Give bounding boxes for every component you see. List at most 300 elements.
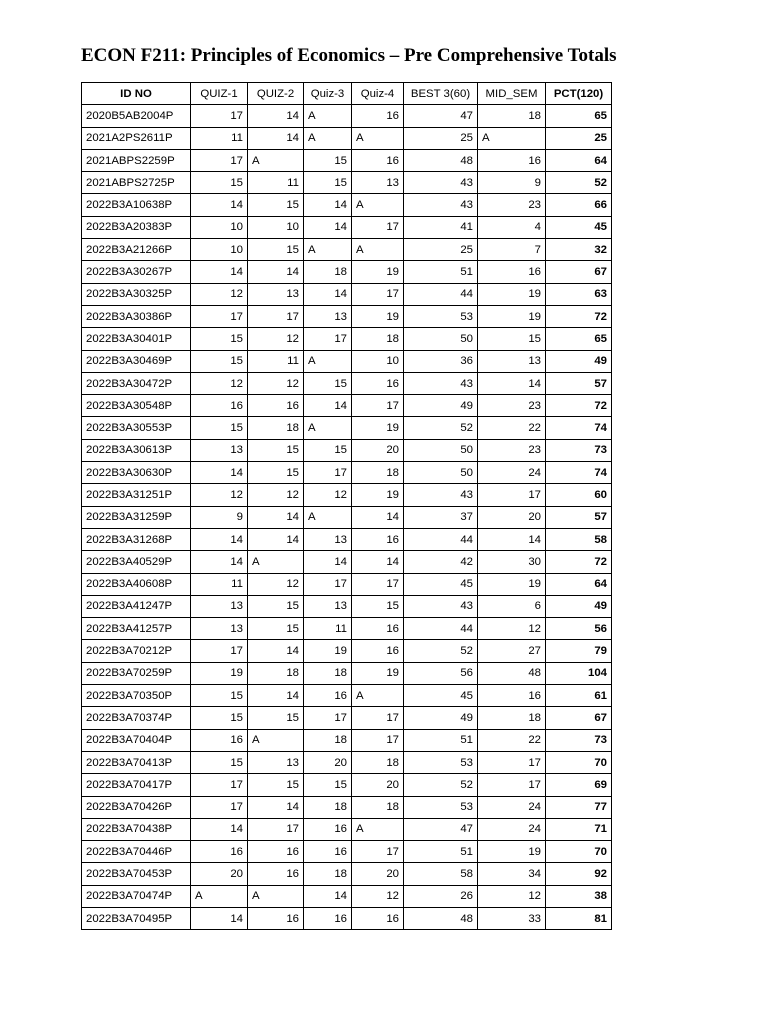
column-header-quiz-2: QUIZ-2 bbox=[248, 83, 304, 105]
cell-quiz-2: A bbox=[248, 885, 304, 907]
cell-quiz-4: 19 bbox=[352, 305, 404, 327]
cell-best-3: 56 bbox=[404, 662, 478, 684]
cell-quiz-2: 14 bbox=[248, 528, 304, 550]
cell-id: 2022B3A30401P bbox=[82, 328, 191, 350]
cell-mid-sem: 23 bbox=[478, 395, 546, 417]
table-row bbox=[82, 395, 612, 417]
cell-mid-sem: 24 bbox=[478, 462, 546, 484]
cell-pct: 77 bbox=[546, 796, 612, 818]
cell-pct: 56 bbox=[546, 618, 612, 640]
cell-quiz-2: 12 bbox=[248, 328, 304, 350]
cell-mid-sem: 12 bbox=[478, 618, 546, 640]
cell-quiz-1: 9 bbox=[191, 506, 248, 528]
cell-mid-sem: 9 bbox=[478, 172, 546, 194]
cell-mid-sem: 15 bbox=[478, 328, 546, 350]
cell-id: 2022B3A21266P bbox=[82, 239, 191, 261]
cell-quiz-1: 17 bbox=[191, 796, 248, 818]
cell-id: 2022B3A30613P bbox=[82, 439, 191, 461]
cell-quiz-1: 15 bbox=[191, 328, 248, 350]
cell-quiz-1: 15 bbox=[191, 685, 248, 707]
table-row bbox=[82, 528, 612, 550]
cell-quiz-1: 12 bbox=[191, 283, 248, 305]
table-row bbox=[82, 216, 612, 238]
cell-quiz-3: 18 bbox=[304, 729, 352, 751]
cell-quiz-2: 15 bbox=[248, 239, 304, 261]
table-row bbox=[82, 729, 612, 751]
cell-mid-sem: 33 bbox=[478, 907, 546, 929]
cell-quiz-4: 14 bbox=[352, 551, 404, 573]
cell-best-3: 45 bbox=[404, 573, 478, 595]
cell-id: 2022B3A70426P bbox=[82, 796, 191, 818]
cell-mid-sem: 48 bbox=[478, 662, 546, 684]
cell-id: 2021A2PS2611P bbox=[82, 127, 191, 149]
cell-quiz-3: 16 bbox=[304, 841, 352, 863]
cell-quiz-4: 17 bbox=[352, 395, 404, 417]
cell-mid-sem: 4 bbox=[478, 216, 546, 238]
cell-quiz-3: 11 bbox=[304, 618, 352, 640]
cell-best-3: 43 bbox=[404, 372, 478, 394]
cell-id: 2022B3A31259P bbox=[82, 506, 191, 528]
cell-best-3: 45 bbox=[404, 685, 478, 707]
cell-mid-sem: 16 bbox=[478, 149, 546, 171]
table-row bbox=[82, 551, 612, 573]
cell-pct: 92 bbox=[546, 863, 612, 885]
cell-id: 2022B3A41257P bbox=[82, 618, 191, 640]
cell-quiz-2: 14 bbox=[248, 685, 304, 707]
cell-quiz-3: 16 bbox=[304, 685, 352, 707]
cell-best-3: 52 bbox=[404, 640, 478, 662]
cell-mid-sem: 17 bbox=[478, 774, 546, 796]
cell-quiz-4: 19 bbox=[352, 417, 404, 439]
cell-quiz-4: 17 bbox=[352, 216, 404, 238]
cell-pct: 74 bbox=[546, 462, 612, 484]
cell-quiz-4: 17 bbox=[352, 707, 404, 729]
cell-quiz-2: 14 bbox=[248, 640, 304, 662]
cell-mid-sem: 23 bbox=[478, 439, 546, 461]
cell-quiz-2: A bbox=[248, 149, 304, 171]
cell-quiz-2: 15 bbox=[248, 618, 304, 640]
cell-quiz-2: 12 bbox=[248, 484, 304, 506]
cell-mid-sem: 16 bbox=[478, 261, 546, 283]
cell-quiz-3: A bbox=[304, 506, 352, 528]
cell-mid-sem: A bbox=[478, 127, 546, 149]
cell-quiz-4: 17 bbox=[352, 729, 404, 751]
cell-quiz-4: 18 bbox=[352, 751, 404, 773]
cell-id: 2022B3A70453P bbox=[82, 863, 191, 885]
cell-quiz-4: 18 bbox=[352, 796, 404, 818]
cell-quiz-4: A bbox=[352, 685, 404, 707]
cell-quiz-2: 16 bbox=[248, 395, 304, 417]
column-header-quiz-1: QUIZ-1 bbox=[191, 83, 248, 105]
cell-pct: 79 bbox=[546, 640, 612, 662]
table-row bbox=[82, 751, 612, 773]
cell-id: 2022B3A70374P bbox=[82, 707, 191, 729]
table-row bbox=[82, 595, 612, 617]
cell-quiz-1: 13 bbox=[191, 595, 248, 617]
cell-quiz-4: 16 bbox=[352, 907, 404, 929]
table-row bbox=[82, 105, 612, 127]
cell-quiz-4: 20 bbox=[352, 439, 404, 461]
table-row bbox=[82, 907, 612, 929]
cell-pct: 32 bbox=[546, 239, 612, 261]
cell-mid-sem: 19 bbox=[478, 841, 546, 863]
cell-quiz-2: 15 bbox=[248, 439, 304, 461]
cell-quiz-2: 18 bbox=[248, 662, 304, 684]
cell-quiz-1: 13 bbox=[191, 618, 248, 640]
cell-pct: 72 bbox=[546, 395, 612, 417]
cell-quiz-2: 16 bbox=[248, 841, 304, 863]
table-row bbox=[82, 640, 612, 662]
cell-best-3: 44 bbox=[404, 618, 478, 640]
cell-best-3: 42 bbox=[404, 551, 478, 573]
cell-id: 2022B3A30548P bbox=[82, 395, 191, 417]
cell-quiz-2: 12 bbox=[248, 573, 304, 595]
column-header-pct: PCT(120) bbox=[546, 83, 612, 105]
cell-best-3: 44 bbox=[404, 528, 478, 550]
cell-mid-sem: 23 bbox=[478, 194, 546, 216]
table-row bbox=[82, 194, 612, 216]
cell-pct: 63 bbox=[546, 283, 612, 305]
table-row bbox=[82, 662, 612, 684]
document-title: ECON F211: Principles of Economics – Pre Comprehensive Totals bbox=[81, 45, 617, 66]
cell-mid-sem: 19 bbox=[478, 283, 546, 305]
cell-quiz-2: 15 bbox=[248, 462, 304, 484]
cell-mid-sem: 14 bbox=[478, 372, 546, 394]
cell-quiz-3: A bbox=[304, 417, 352, 439]
cell-pct: 67 bbox=[546, 261, 612, 283]
cell-quiz-4: A bbox=[352, 239, 404, 261]
cell-pct: 70 bbox=[546, 751, 612, 773]
cell-best-3: 50 bbox=[404, 462, 478, 484]
table-body bbox=[82, 105, 612, 930]
cell-quiz-1: 15 bbox=[191, 417, 248, 439]
cell-best-3: 52 bbox=[404, 774, 478, 796]
cell-quiz-1: 10 bbox=[191, 216, 248, 238]
cell-quiz-2: 14 bbox=[248, 796, 304, 818]
cell-quiz-2: 16 bbox=[248, 907, 304, 929]
cell-quiz-4: 19 bbox=[352, 484, 404, 506]
cell-quiz-4: 10 bbox=[352, 350, 404, 372]
cell-pct: 69 bbox=[546, 774, 612, 796]
cell-id: 2022B3A70212P bbox=[82, 640, 191, 662]
cell-pct: 104 bbox=[546, 662, 612, 684]
cell-quiz-1: 17 bbox=[191, 305, 248, 327]
cell-best-3: 49 bbox=[404, 707, 478, 729]
cell-quiz-3: 17 bbox=[304, 462, 352, 484]
cell-quiz-2: 14 bbox=[248, 506, 304, 528]
cell-id: 2022B3A41247P bbox=[82, 595, 191, 617]
table-row bbox=[82, 372, 612, 394]
cell-quiz-1: 17 bbox=[191, 640, 248, 662]
cell-quiz-1: 16 bbox=[191, 395, 248, 417]
cell-quiz-2: 16 bbox=[248, 863, 304, 885]
cell-quiz-2: A bbox=[248, 729, 304, 751]
table-row bbox=[82, 305, 612, 327]
cell-quiz-3: 17 bbox=[304, 573, 352, 595]
cell-quiz-1: 14 bbox=[191, 528, 248, 550]
cell-mid-sem: 24 bbox=[478, 818, 546, 840]
cell-best-3: 49 bbox=[404, 395, 478, 417]
grades-table bbox=[81, 82, 612, 930]
cell-quiz-4: A bbox=[352, 127, 404, 149]
cell-quiz-1: 17 bbox=[191, 105, 248, 127]
cell-pct: 25 bbox=[546, 127, 612, 149]
cell-id: 2022B3A30325P bbox=[82, 283, 191, 305]
cell-quiz-1: 12 bbox=[191, 484, 248, 506]
cell-quiz-1: 14 bbox=[191, 462, 248, 484]
table-row bbox=[82, 863, 612, 885]
column-header-quiz-4: Quiz-4 bbox=[352, 83, 404, 105]
cell-quiz-3: 12 bbox=[304, 484, 352, 506]
cell-quiz-4: 17 bbox=[352, 573, 404, 595]
table-row bbox=[82, 127, 612, 149]
cell-id: 2022B3A30469P bbox=[82, 350, 191, 372]
cell-quiz-3: 18 bbox=[304, 863, 352, 885]
cell-mid-sem: 16 bbox=[478, 685, 546, 707]
cell-quiz-4: 17 bbox=[352, 283, 404, 305]
cell-best-3: 25 bbox=[404, 127, 478, 149]
cell-id: 2022B3A70438P bbox=[82, 818, 191, 840]
cell-quiz-3: 14 bbox=[304, 885, 352, 907]
table-row bbox=[82, 149, 612, 171]
cell-quiz-3: 14 bbox=[304, 283, 352, 305]
cell-quiz-4: 19 bbox=[352, 662, 404, 684]
cell-mid-sem: 34 bbox=[478, 863, 546, 885]
cell-id: 2022B3A70350P bbox=[82, 685, 191, 707]
cell-quiz-3: 15 bbox=[304, 774, 352, 796]
cell-best-3: 26 bbox=[404, 885, 478, 907]
cell-quiz-2: 11 bbox=[248, 172, 304, 194]
cell-quiz-2: 15 bbox=[248, 774, 304, 796]
cell-mid-sem: 22 bbox=[478, 417, 546, 439]
cell-id: 2020B5AB2004P bbox=[82, 105, 191, 127]
cell-id: 2022B3A31251P bbox=[82, 484, 191, 506]
cell-id: 2022B3A30553P bbox=[82, 417, 191, 439]
cell-quiz-4: A bbox=[352, 818, 404, 840]
cell-best-3: 48 bbox=[404, 149, 478, 171]
cell-best-3: 43 bbox=[404, 595, 478, 617]
cell-pct: 45 bbox=[546, 216, 612, 238]
cell-mid-sem: 6 bbox=[478, 595, 546, 617]
cell-quiz-3: 14 bbox=[304, 216, 352, 238]
cell-quiz-3: 14 bbox=[304, 551, 352, 573]
cell-best-3: 50 bbox=[404, 439, 478, 461]
cell-quiz-3: A bbox=[304, 127, 352, 149]
cell-pct: 58 bbox=[546, 528, 612, 550]
cell-pct: 57 bbox=[546, 372, 612, 394]
cell-id: 2022B3A30386P bbox=[82, 305, 191, 327]
cell-mid-sem: 12 bbox=[478, 885, 546, 907]
table-row bbox=[82, 506, 612, 528]
cell-pct: 71 bbox=[546, 818, 612, 840]
cell-quiz-3: A bbox=[304, 239, 352, 261]
cell-quiz-1: 17 bbox=[191, 774, 248, 796]
cell-quiz-2: 10 bbox=[248, 216, 304, 238]
cell-pct: 72 bbox=[546, 551, 612, 573]
cell-quiz-2: 11 bbox=[248, 350, 304, 372]
cell-quiz-3: 19 bbox=[304, 640, 352, 662]
cell-pct: 60 bbox=[546, 484, 612, 506]
cell-best-3: 50 bbox=[404, 328, 478, 350]
cell-pct: 65 bbox=[546, 105, 612, 127]
cell-pct: 65 bbox=[546, 328, 612, 350]
cell-mid-sem: 17 bbox=[478, 484, 546, 506]
cell-id: 2022B3A70404P bbox=[82, 729, 191, 751]
cell-id: 2022B3A20383P bbox=[82, 216, 191, 238]
cell-quiz-3: 15 bbox=[304, 439, 352, 461]
cell-best-3: 37 bbox=[404, 506, 478, 528]
table-row bbox=[82, 796, 612, 818]
cell-quiz-4: 16 bbox=[352, 149, 404, 171]
cell-mid-sem: 13 bbox=[478, 350, 546, 372]
cell-quiz-4: 16 bbox=[352, 372, 404, 394]
cell-quiz-1: 14 bbox=[191, 818, 248, 840]
cell-quiz-4: 18 bbox=[352, 462, 404, 484]
cell-quiz-4: A bbox=[352, 194, 404, 216]
cell-best-3: 43 bbox=[404, 484, 478, 506]
cell-quiz-3: 16 bbox=[304, 818, 352, 840]
cell-quiz-4: 12 bbox=[352, 885, 404, 907]
cell-quiz-2: 15 bbox=[248, 707, 304, 729]
cell-pct: 74 bbox=[546, 417, 612, 439]
cell-quiz-1: 14 bbox=[191, 261, 248, 283]
cell-best-3: 25 bbox=[404, 239, 478, 261]
cell-id: 2021ABPS2725P bbox=[82, 172, 191, 194]
table-row bbox=[82, 707, 612, 729]
cell-best-3: 47 bbox=[404, 105, 478, 127]
cell-quiz-3: 13 bbox=[304, 595, 352, 617]
cell-quiz-4: 20 bbox=[352, 863, 404, 885]
column-header-id: ID NO bbox=[82, 83, 191, 105]
cell-quiz-2: 18 bbox=[248, 417, 304, 439]
cell-quiz-1: 14 bbox=[191, 551, 248, 573]
table-row bbox=[82, 261, 612, 283]
cell-quiz-1: 12 bbox=[191, 372, 248, 394]
cell-quiz-1: 16 bbox=[191, 841, 248, 863]
cell-quiz-3: 14 bbox=[304, 395, 352, 417]
column-header-best-3: BEST 3(60) bbox=[404, 83, 478, 105]
cell-id: 2022B3A30267P bbox=[82, 261, 191, 283]
cell-mid-sem: 22 bbox=[478, 729, 546, 751]
cell-quiz-3: 20 bbox=[304, 751, 352, 773]
table-row bbox=[82, 818, 612, 840]
cell-quiz-4: 13 bbox=[352, 172, 404, 194]
cell-pct: 57 bbox=[546, 506, 612, 528]
cell-id: 2022B3A70259P bbox=[82, 662, 191, 684]
cell-quiz-1: 15 bbox=[191, 350, 248, 372]
cell-id: 2022B3A70413P bbox=[82, 751, 191, 773]
cell-quiz-3: 16 bbox=[304, 907, 352, 929]
cell-id: 2022B3A40529P bbox=[82, 551, 191, 573]
cell-id: 2021ABPS2259P bbox=[82, 149, 191, 171]
cell-pct: 61 bbox=[546, 685, 612, 707]
cell-mid-sem: 20 bbox=[478, 506, 546, 528]
cell-pct: 73 bbox=[546, 729, 612, 751]
table-row bbox=[82, 439, 612, 461]
cell-quiz-1: 15 bbox=[191, 707, 248, 729]
cell-best-3: 51 bbox=[404, 841, 478, 863]
cell-best-3: 53 bbox=[404, 305, 478, 327]
cell-quiz-1: A bbox=[191, 885, 248, 907]
table-row bbox=[82, 462, 612, 484]
cell-quiz-2: 14 bbox=[248, 261, 304, 283]
cell-quiz-2: 15 bbox=[248, 595, 304, 617]
cell-best-3: 48 bbox=[404, 907, 478, 929]
cell-quiz-4: 17 bbox=[352, 841, 404, 863]
cell-best-3: 53 bbox=[404, 796, 478, 818]
cell-quiz-4: 14 bbox=[352, 506, 404, 528]
cell-pct: 64 bbox=[546, 573, 612, 595]
cell-quiz-1: 13 bbox=[191, 439, 248, 461]
cell-mid-sem: 18 bbox=[478, 707, 546, 729]
cell-quiz-3: 13 bbox=[304, 528, 352, 550]
cell-pct: 52 bbox=[546, 172, 612, 194]
cell-mid-sem: 17 bbox=[478, 751, 546, 773]
cell-quiz-1: 14 bbox=[191, 907, 248, 929]
column-header-quiz-3: Quiz-3 bbox=[304, 83, 352, 105]
cell-mid-sem: 30 bbox=[478, 551, 546, 573]
table-row bbox=[82, 350, 612, 372]
cell-best-3: 43 bbox=[404, 194, 478, 216]
cell-quiz-1: 10 bbox=[191, 239, 248, 261]
cell-pct: 64 bbox=[546, 149, 612, 171]
table-row bbox=[82, 618, 612, 640]
cell-best-3: 36 bbox=[404, 350, 478, 372]
cell-quiz-2: 14 bbox=[248, 127, 304, 149]
cell-quiz-3: 14 bbox=[304, 194, 352, 216]
cell-mid-sem: 19 bbox=[478, 305, 546, 327]
cell-id: 2022B3A70417P bbox=[82, 774, 191, 796]
cell-quiz-3: 15 bbox=[304, 372, 352, 394]
cell-quiz-3: 17 bbox=[304, 707, 352, 729]
cell-pct: 49 bbox=[546, 595, 612, 617]
cell-quiz-2: 14 bbox=[248, 105, 304, 127]
cell-quiz-4: 16 bbox=[352, 618, 404, 640]
cell-quiz-2: 13 bbox=[248, 283, 304, 305]
cell-quiz-2: 13 bbox=[248, 751, 304, 773]
cell-quiz-2: A bbox=[248, 551, 304, 573]
cell-quiz-3: 13 bbox=[304, 305, 352, 327]
cell-id: 2022B3A70495P bbox=[82, 907, 191, 929]
cell-quiz-2: 17 bbox=[248, 305, 304, 327]
cell-mid-sem: 14 bbox=[478, 528, 546, 550]
cell-id: 2022B3A30630P bbox=[82, 462, 191, 484]
cell-best-3: 52 bbox=[404, 417, 478, 439]
cell-mid-sem: 19 bbox=[478, 573, 546, 595]
cell-pct: 38 bbox=[546, 885, 612, 907]
table-row bbox=[82, 774, 612, 796]
cell-pct: 70 bbox=[546, 841, 612, 863]
cell-mid-sem: 27 bbox=[478, 640, 546, 662]
cell-best-3: 51 bbox=[404, 261, 478, 283]
cell-best-3: 51 bbox=[404, 729, 478, 751]
cell-id: 2022B3A70474P bbox=[82, 885, 191, 907]
cell-quiz-4: 16 bbox=[352, 528, 404, 550]
cell-best-3: 41 bbox=[404, 216, 478, 238]
cell-quiz-4: 16 bbox=[352, 640, 404, 662]
header-row bbox=[82, 83, 612, 105]
cell-quiz-4: 15 bbox=[352, 595, 404, 617]
table-row bbox=[82, 283, 612, 305]
cell-pct: 67 bbox=[546, 707, 612, 729]
cell-pct: 72 bbox=[546, 305, 612, 327]
cell-quiz-3: A bbox=[304, 105, 352, 127]
cell-quiz-1: 11 bbox=[191, 573, 248, 595]
table-row bbox=[82, 172, 612, 194]
cell-quiz-1: 16 bbox=[191, 729, 248, 751]
cell-quiz-1: 19 bbox=[191, 662, 248, 684]
cell-quiz-2: 12 bbox=[248, 372, 304, 394]
